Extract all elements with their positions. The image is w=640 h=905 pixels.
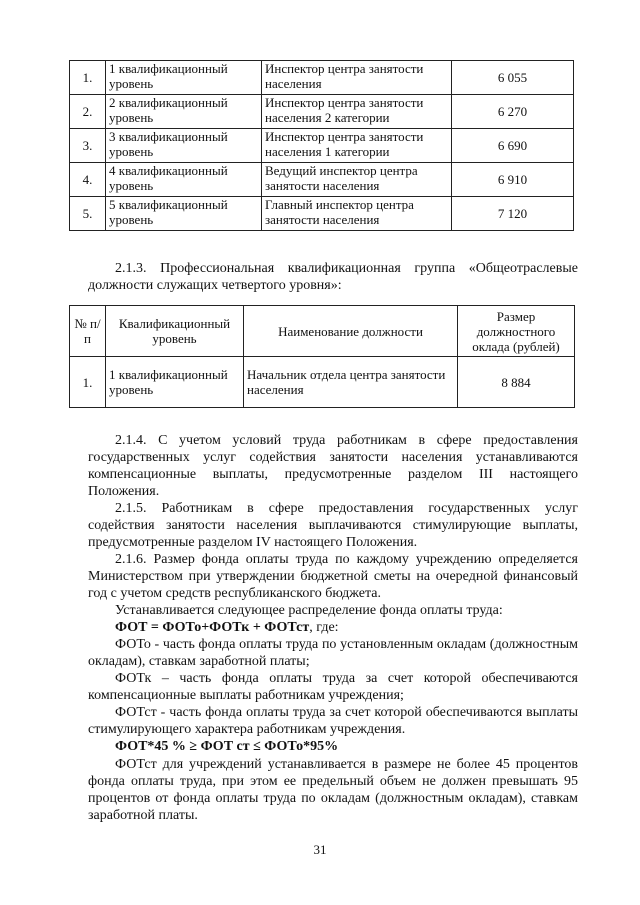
table-row — [70, 357, 575, 408]
formula-fot — [88, 619, 578, 636]
table-row — [70, 95, 574, 129]
position-name: Инспектор центра занятости населения 2 категории — [262, 95, 452, 129]
formula-limit: ФОТ*45 % ≥ ФОТ ст ≤ ФОТо*95% — [115, 739, 339, 754]
table-row — [70, 61, 574, 95]
paragraph-fotst: ФОТст - часть фонда оплаты труда за счет которой обеспечиваются выплаты стимулирующего характера работникам учреждения. — [88, 705, 578, 737]
salary-value: 8 884 — [458, 357, 575, 408]
qualification-level: 2 квалификационный уровень — [106, 95, 262, 129]
position-name: Инспектор центра занятости населения 1 категории — [262, 129, 452, 163]
qualification-level: 1 квалификационный уровень — [106, 357, 244, 408]
position-name: Главный инспектор центра занятости населения — [262, 197, 452, 231]
position-name: Ведущий инспектор центра занятости населения — [262, 163, 452, 197]
formula-fot-tail: , где: — [309, 620, 339, 635]
position-name: Инспектор центра занятости населения — [262, 61, 452, 95]
salary-value: 7 120 — [452, 197, 574, 231]
row-number: 1. — [70, 357, 106, 408]
salary-value: 6 055 — [452, 61, 574, 95]
table-row — [70, 197, 574, 231]
paragraph-final: ФОТст для учреждений устанавливается в размере не более 45 процентов фонда оплаты труда, при этом ее предельный объем не должен превышать 95 процентов от фонда оплаты труда по окладам (должностным окладам), ставкам заработной платы. — [88, 757, 578, 823]
paragraph-2-1-4: 2.1.4. С учетом условий труда работникам в сфере предоставления государственных услуг содействия занятости населения устанавливаются компенсационные выплаты, предусмотренные разделом III настоящего Положения. — [88, 433, 578, 499]
header-salary: Размер должностного оклада (рублей) — [458, 306, 575, 357]
row-number: 4. — [70, 163, 106, 197]
paragraph-2-1-6: 2.1.6. Размер фонда оплаты труда по каждому учреждению определяется Министерством при утверждении бюджетной сметы на очередной финансовый год с учетом средств республиканского бюджета. — [88, 552, 578, 601]
qualification-level: 1 квалификационный уровень — [106, 61, 262, 95]
paragraph-foto: ФОТо - часть фонда оплаты труда по установленным окладам (должностным окладам), ставкам заработной платы; — [88, 637, 578, 669]
table-header-row — [70, 306, 575, 357]
salary-value: 6 690 — [452, 129, 574, 163]
qualification-level: 5 квалификационный уровень — [106, 197, 262, 231]
paragraph-fotk: ФОТк – часть фонда оплаты труда за счет которой обеспечиваются компенсационные выплаты работникам учреждения; — [88, 671, 578, 703]
row-number: 1. — [70, 61, 106, 95]
section-heading-2-1-3: 2.1.3. Профессиональная квалификационная группа «Общеотраслевые должности служащих четвертого уровня»: — [88, 261, 578, 293]
table-row — [70, 163, 574, 197]
header-position: Наименование должности — [244, 306, 458, 357]
header-level: Квалификационный уровень — [106, 306, 244, 357]
paragraph-distribution: Устанавливается следующее распределение фонда оплаты труда: — [115, 603, 503, 618]
row-number: 2. — [70, 95, 106, 129]
salary-value: 6 270 — [452, 95, 574, 129]
table-row — [70, 129, 574, 163]
row-number: 5. — [70, 197, 106, 231]
row-number: 3. — [70, 129, 106, 163]
qualification-level: 3 квалификационный уровень — [106, 129, 262, 163]
salary-value: 6 910 — [452, 163, 574, 197]
position-name: Начальник отдела центра занятости населения — [244, 357, 458, 408]
qualification-table-2 — [69, 305, 575, 408]
qualification-table-1 — [69, 60, 574, 231]
qualification-level: 4 квалификационный уровень — [106, 163, 262, 197]
formula-fot-expression: ФОТ = ФОТо+ФОТк + ФОТст — [115, 620, 310, 635]
page-number: 31 — [313, 842, 327, 857]
paragraph-2-1-5: 2.1.5. Работникам в сфере предоставления государственных услуг содействия занятости населения выплачиваются стимулирующие выплаты, предусмотренные разделом IV настоящего Положения. — [88, 501, 578, 550]
header-number: № п/п — [70, 306, 106, 357]
